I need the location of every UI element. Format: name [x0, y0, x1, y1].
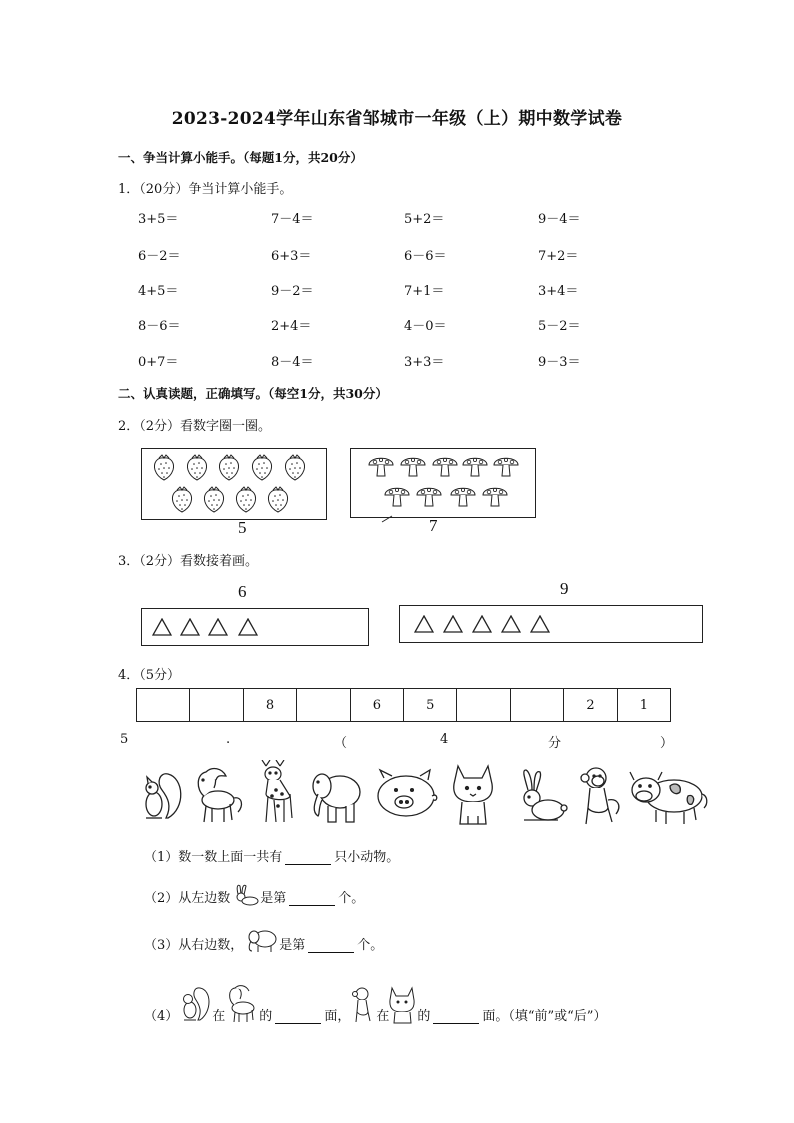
sub-question-1: [144, 846, 399, 865]
problem-row: [138, 351, 698, 371]
triangle-icon: [501, 615, 521, 633]
sub-question-4-suffix: 面。（填“前”或“后”）: [482, 1009, 607, 1024]
elephant-icon: [313, 774, 360, 822]
rabbit-icon: [230, 884, 260, 906]
question-1: 1．（20分）争当计算小能手。: [118, 182, 293, 197]
question-5-close-paren: ）: [660, 736, 674, 751]
sub-question-2-suffix: 个。: [338, 891, 365, 906]
problem: 7+2＝: [538, 249, 579, 264]
sub-question-3: [144, 927, 383, 953]
sequence-cell[interactable]: [457, 689, 510, 721]
problem: 3+3＝: [404, 355, 445, 370]
mushroom-icon: [351, 449, 535, 517]
triangle-icon: [152, 618, 172, 636]
triangle-box-left[interactable]: [141, 608, 369, 646]
section-1-heading: 一、争当计算小能手。（每题1分，共20分）: [118, 150, 363, 165]
sub-question-1-prefix: （1）数一数上面一共有: [144, 850, 283, 865]
problem: 3+5＝: [138, 212, 179, 227]
problem: 9－4＝: [538, 212, 581, 227]
horse-icon: [198, 769, 241, 822]
problem: 4－0＝: [404, 319, 447, 334]
problem: 4+5＝: [138, 284, 179, 299]
sub-question-4-prefix: （4）: [144, 1009, 179, 1024]
question-5-score-unit: 分: [548, 736, 562, 751]
answer-blank[interactable]: [308, 938, 354, 953]
pig-icon: [378, 770, 437, 816]
sub-question-2-middle: 是第: [260, 891, 287, 906]
problem: 7+1＝: [404, 284, 445, 299]
problem-row: [138, 315, 698, 335]
problem: 9－2＝: [271, 284, 314, 299]
sub-question-1-suffix: 只小动物。: [334, 850, 400, 865]
sub-question-4: [144, 984, 606, 1024]
sub-question-4-at-2: 在: [376, 1009, 390, 1024]
section-2-heading: 二、认真读题，正确填写。（每空1分，共30分）: [118, 386, 388, 401]
sub-question-2-prefix: （2）从左边数: [144, 891, 231, 906]
pencil-mark-icon: [380, 514, 394, 524]
squirrel-icon: [178, 984, 212, 1024]
problem: 5－2＝: [538, 319, 581, 334]
problem: 9－3＝: [538, 355, 581, 370]
problem: 6+3＝: [271, 249, 312, 264]
sequence-cell[interactable]: [190, 689, 243, 721]
sequence-cell: 8: [244, 689, 297, 721]
sequence-cell: 6: [351, 689, 404, 721]
squirrel-icon: [146, 774, 181, 818]
problem: 6－2＝: [138, 249, 181, 264]
sub-question-3-middle: 是第: [279, 938, 306, 953]
answer-blank[interactable]: [275, 1009, 321, 1024]
question-5-score: 4: [440, 732, 449, 747]
cat-icon: [389, 984, 417, 1024]
number-sequence-table: [136, 688, 671, 722]
strawberry-icon: [142, 449, 326, 519]
sub-question-4-of-2: 的: [417, 1009, 431, 1024]
monkey-icon: [350, 984, 376, 1024]
problem: 0+7＝: [138, 355, 179, 370]
triangle-left-number: 6: [238, 582, 247, 601]
question-5-dot: .: [226, 732, 231, 747]
answer-blank[interactable]: [285, 850, 331, 865]
triangle-icon: [472, 615, 492, 633]
problem: 8－6＝: [138, 319, 181, 334]
triangle-icon: [530, 615, 550, 633]
sub-question-4-face-1: 面，: [324, 1009, 351, 1024]
mushroom-box[interactable]: [350, 448, 536, 518]
problem: 6－6＝: [404, 249, 447, 264]
cow-icon: [630, 772, 707, 824]
horse-icon: [225, 984, 259, 1024]
sub-question-4-at-1: 在: [212, 1009, 226, 1024]
problem: 2+4＝: [271, 319, 312, 334]
problem: 3+4＝: [538, 284, 579, 299]
problem: 8－4＝: [271, 355, 314, 370]
sub-question-3-suffix: 个。: [357, 938, 384, 953]
problem-row: [138, 245, 698, 265]
mushroom-number: 7: [429, 516, 438, 535]
rabbit-icon: [524, 770, 567, 820]
sequence-cell[interactable]: [297, 689, 350, 721]
answer-blank[interactable]: [289, 891, 335, 906]
triangle-icon: [443, 615, 463, 633]
problem: 7－4＝: [271, 212, 314, 227]
question-5-number: 5: [120, 732, 129, 747]
sub-question-4-of-1: 的: [259, 1009, 273, 1024]
question-5-open-paren: （: [334, 736, 348, 751]
elephant-icon: [243, 927, 279, 953]
answer-blank[interactable]: [433, 1009, 479, 1024]
strawberry-number: 5: [238, 518, 247, 537]
sequence-cell[interactable]: [137, 689, 190, 721]
question-2: 2．（2分）看数字圈一圈。: [118, 419, 272, 434]
animal-row: [138, 760, 708, 830]
question-3: 3．（2分）看数接着画。: [118, 554, 259, 569]
triangle-icon: [414, 615, 434, 633]
problem-row: [138, 208, 698, 228]
sub-question-2: [144, 884, 364, 906]
triangle-icon: [180, 618, 200, 636]
deer-icon: [262, 760, 292, 822]
sequence-cell[interactable]: [511, 689, 564, 721]
strawberry-box[interactable]: [141, 448, 327, 520]
sequence-cell: 5: [404, 689, 457, 721]
sequence-cell: 2: [564, 689, 617, 721]
cat-icon: [454, 766, 493, 824]
monkey-icon: [581, 768, 619, 824]
triangle-icon: [208, 618, 228, 636]
triangle-right-number: 9: [560, 579, 569, 598]
problem-row: [138, 280, 698, 300]
sequence-cell: 1: [639, 697, 648, 713]
sub-question-3-prefix: （3）从右边数，: [144, 938, 244, 953]
triangle-icon: [238, 618, 258, 636]
question-4: 4．（5分）: [118, 668, 181, 683]
problem: 5+2＝: [404, 212, 445, 227]
page-title: 2023-2024学年山东省邹城市一年级（上）期中数学试卷: [171, 109, 623, 129]
triangle-box-right[interactable]: [399, 605, 703, 643]
